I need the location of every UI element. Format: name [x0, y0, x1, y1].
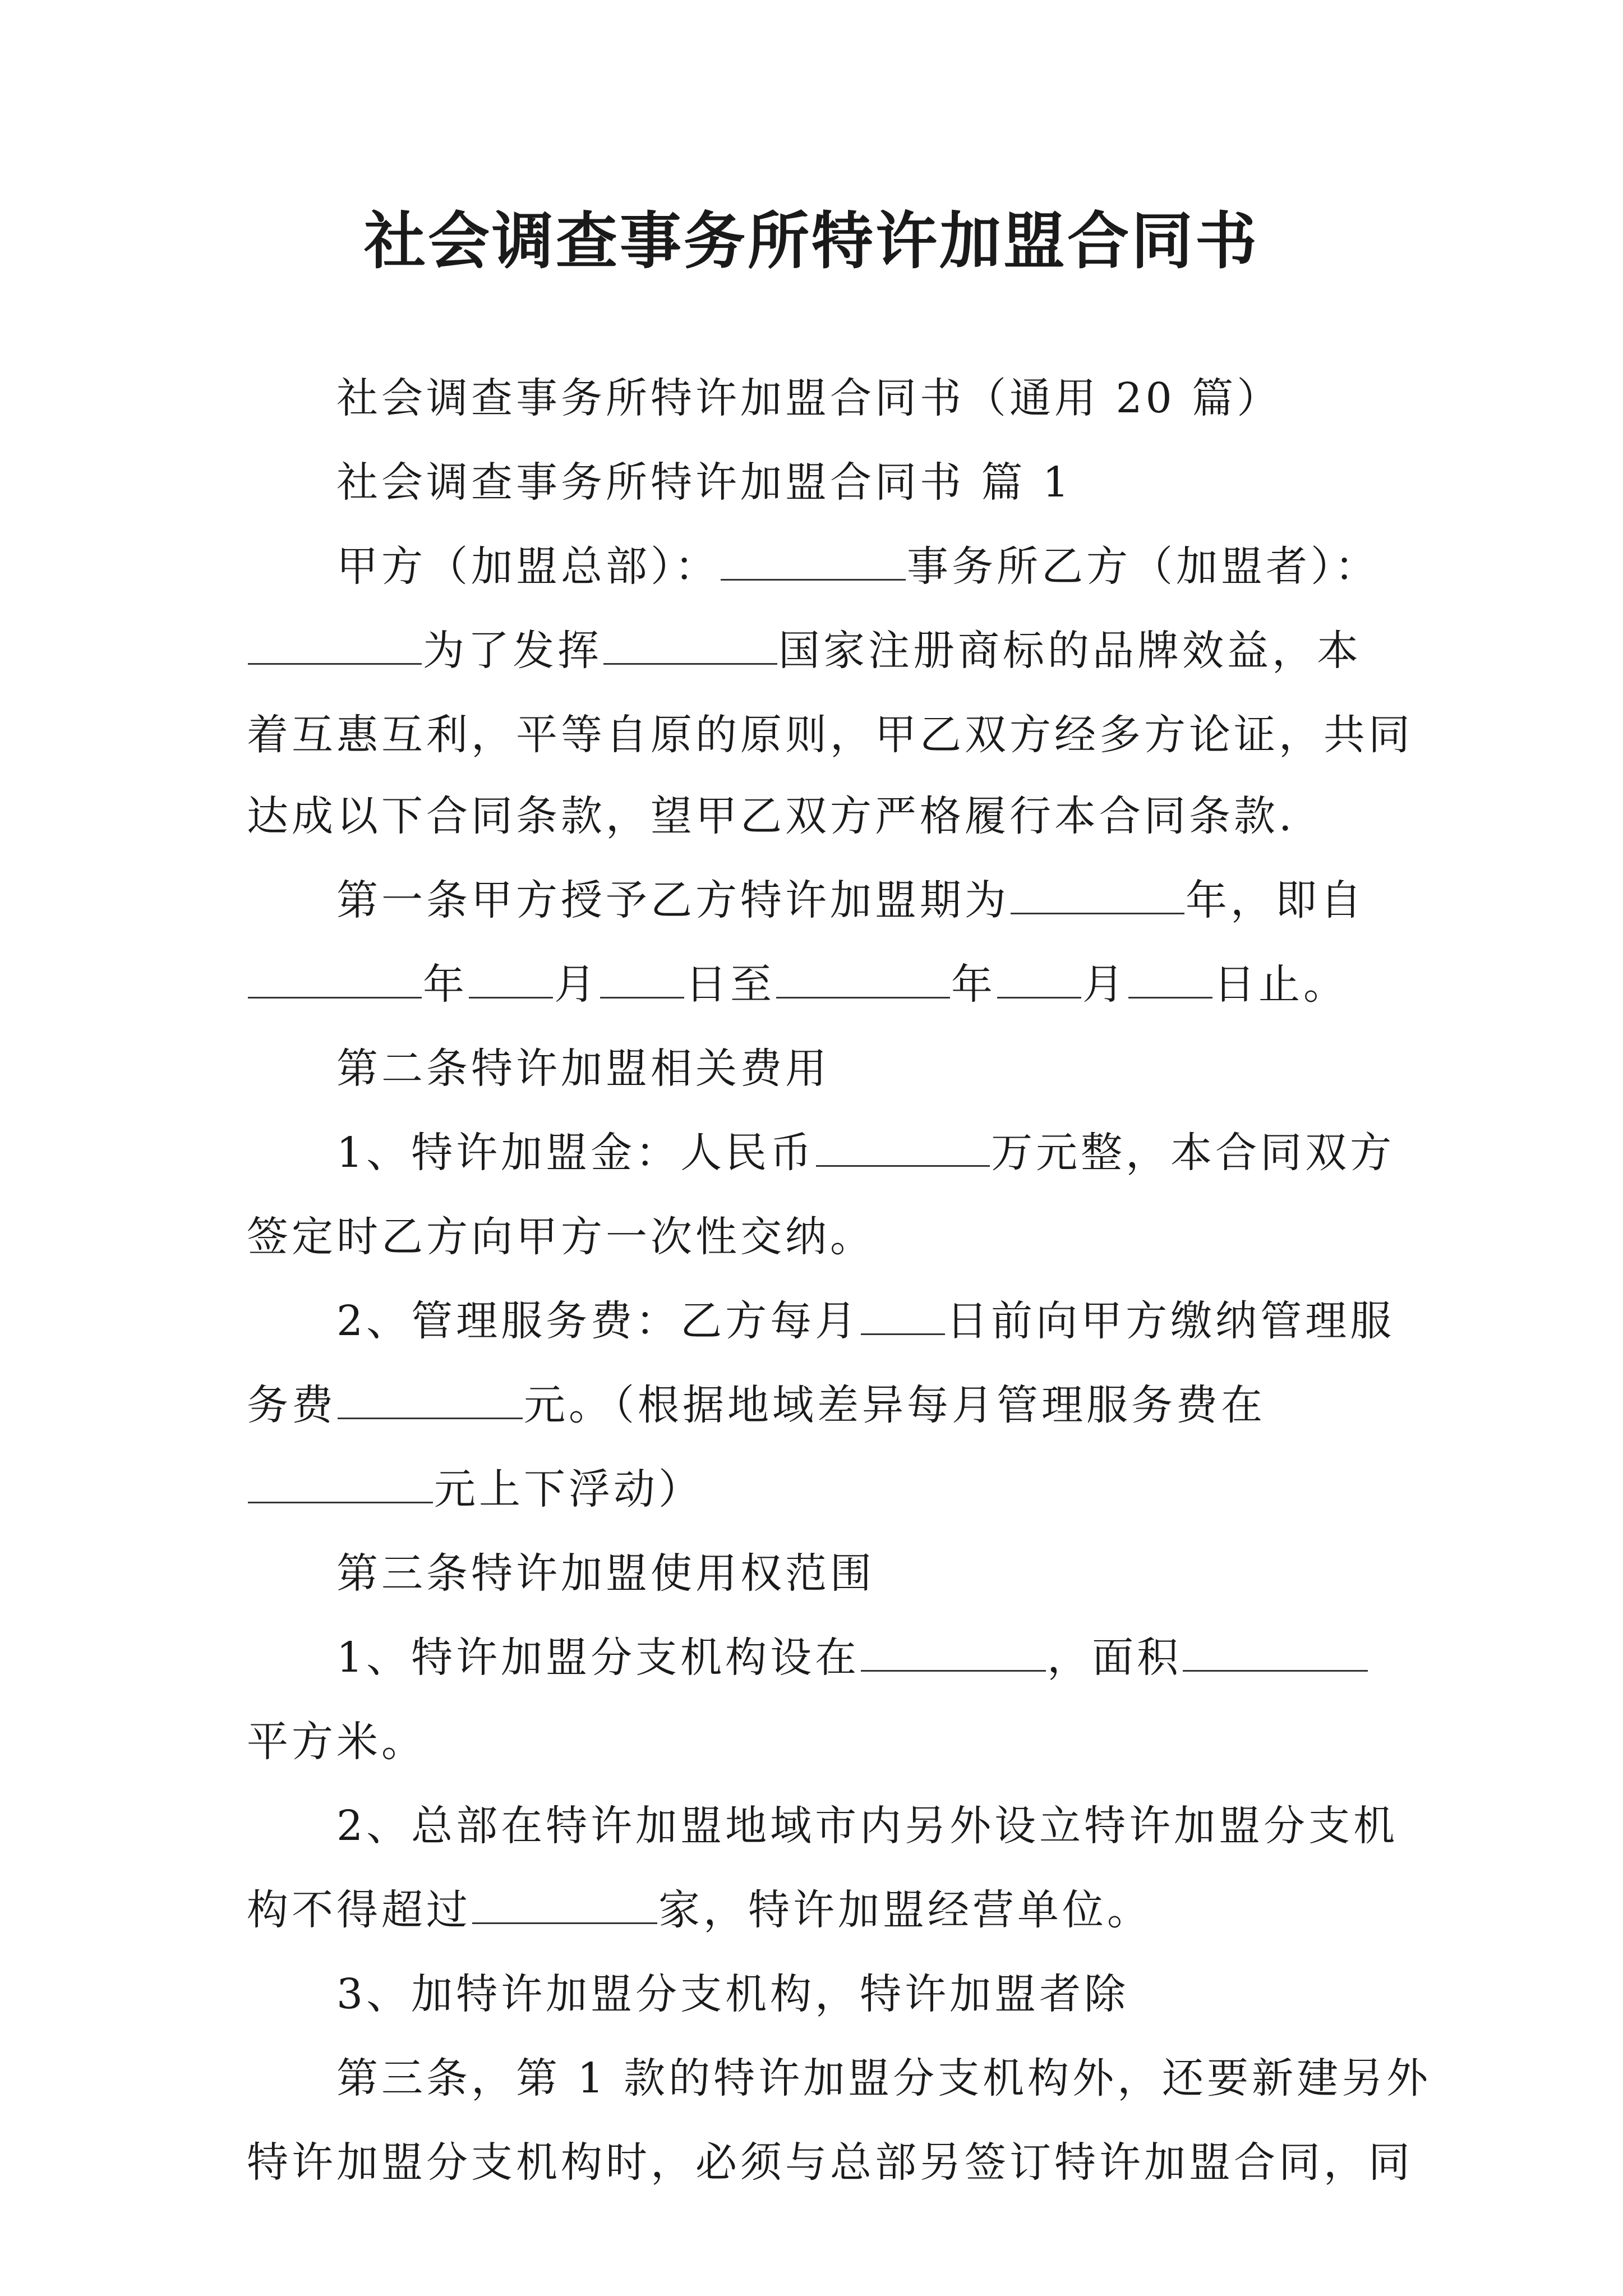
fill-blank	[861, 1631, 1046, 1672]
text-segment: 构不得超过	[247, 1886, 471, 1934]
section-heading-line: 社会调查事务所特许加盟合同书 篇 1	[336, 458, 1073, 507]
fill-blank	[248, 1462, 433, 1503]
fill-blank	[248, 624, 422, 665]
text-segment: 月	[1082, 960, 1127, 1009]
text-segment: 甲方（加盟总部）：	[336, 542, 720, 591]
body-line	[247, 1374, 1391, 1436]
fill-blank	[1183, 1631, 1368, 1672]
fill-blank	[472, 1883, 657, 1924]
fill-blank	[248, 958, 422, 999]
clause-line: 第三条，第 1 款的特许加盟分支机构外，还要新建另外	[336, 2054, 1432, 2102]
text-segment: 万元整，本合同双方	[991, 1129, 1395, 1177]
fill-blank	[816, 1126, 990, 1167]
clause-line: 3、加特许加盟分支机构，特许加盟者除	[336, 1970, 1129, 2018]
document-title: 社会调查事务所特许加盟合同书	[364, 205, 1259, 277]
text-segment: 2、管理服务费：乙方每月	[336, 1297, 860, 1345]
text-segment: 1、特许加盟分支机构设在	[336, 1634, 860, 1682]
body-line: 签定时乙方向甲方一次性交纳。	[247, 1213, 875, 1261]
text-segment: 国家注册商标的品牌效益，本	[778, 627, 1362, 675]
fill-blank	[600, 958, 684, 999]
party-line	[336, 536, 1391, 597]
text-segment: 日至	[685, 960, 775, 1009]
clause-heading: 第三条特许加盟使用权范围	[336, 1549, 875, 1598]
body-line: 特许加盟分支机构时，必须与总部另签订特许加盟合同，同	[247, 2138, 1413, 2187]
fill-blank	[776, 958, 950, 999]
text-segment: 年	[951, 960, 996, 1009]
text-segment: 月	[554, 960, 599, 1009]
body-line: 平方米。	[247, 1718, 426, 1766]
clause-line	[336, 1122, 1395, 1184]
date-line	[247, 954, 1391, 1015]
text-segment: 家，特许加盟经营单位。	[658, 1886, 1152, 1934]
text-segment: 元。（根据地域差异每月管理服务费在	[524, 1381, 1266, 1429]
text-segment: 日前向甲方缴纳管理服	[946, 1297, 1395, 1345]
text-segment: 元上下浮动）	[434, 1465, 703, 1513]
clause-heading: 第二条特许加盟相关费用	[336, 1045, 830, 1093]
clause-line	[336, 1627, 1391, 1688]
body-line	[247, 1458, 1391, 1520]
fill-blank	[861, 1294, 945, 1335]
body-line: 着互惠互利，平等自原的原则，甲乙双方经多方论证，共同	[247, 711, 1413, 759]
text-segment: 日止。	[1214, 960, 1348, 1009]
text-segment: 为了发挥	[423, 627, 602, 675]
text-segment: 年，即自	[1186, 876, 1365, 924]
clause-line: 2、总部在特许加盟地域市内另外设立特许加盟分支机	[336, 1802, 1399, 1850]
body-line	[247, 1879, 1391, 1941]
fill-blank	[1011, 873, 1184, 914]
fill-blank	[603, 624, 777, 665]
fill-blank	[997, 958, 1081, 999]
fill-blank	[469, 958, 553, 999]
fill-blank	[1128, 958, 1212, 999]
fill-blank	[721, 540, 906, 581]
clause-line	[336, 869, 1391, 931]
fill-blank	[338, 1378, 523, 1419]
text-segment: 务费	[247, 1381, 336, 1429]
text-segment: ，面积	[1047, 1634, 1182, 1682]
text-segment: 事务所乙方（加盟者）：	[907, 542, 1380, 591]
text-segment: 1、特许加盟金：人民币	[336, 1129, 815, 1177]
body-line	[247, 620, 1391, 682]
clause-line	[336, 1290, 1395, 1352]
body-line: 达成以下合同条款，望甲乙双方严格履行本合同条款.	[247, 792, 1295, 840]
subtitle-line: 社会调查事务所特许加盟合同书（通用 20 篇）	[336, 374, 1282, 422]
text-segment: 第一条甲方授予乙方特许加盟期为	[336, 876, 1009, 924]
text-segment: 年	[423, 960, 468, 1009]
